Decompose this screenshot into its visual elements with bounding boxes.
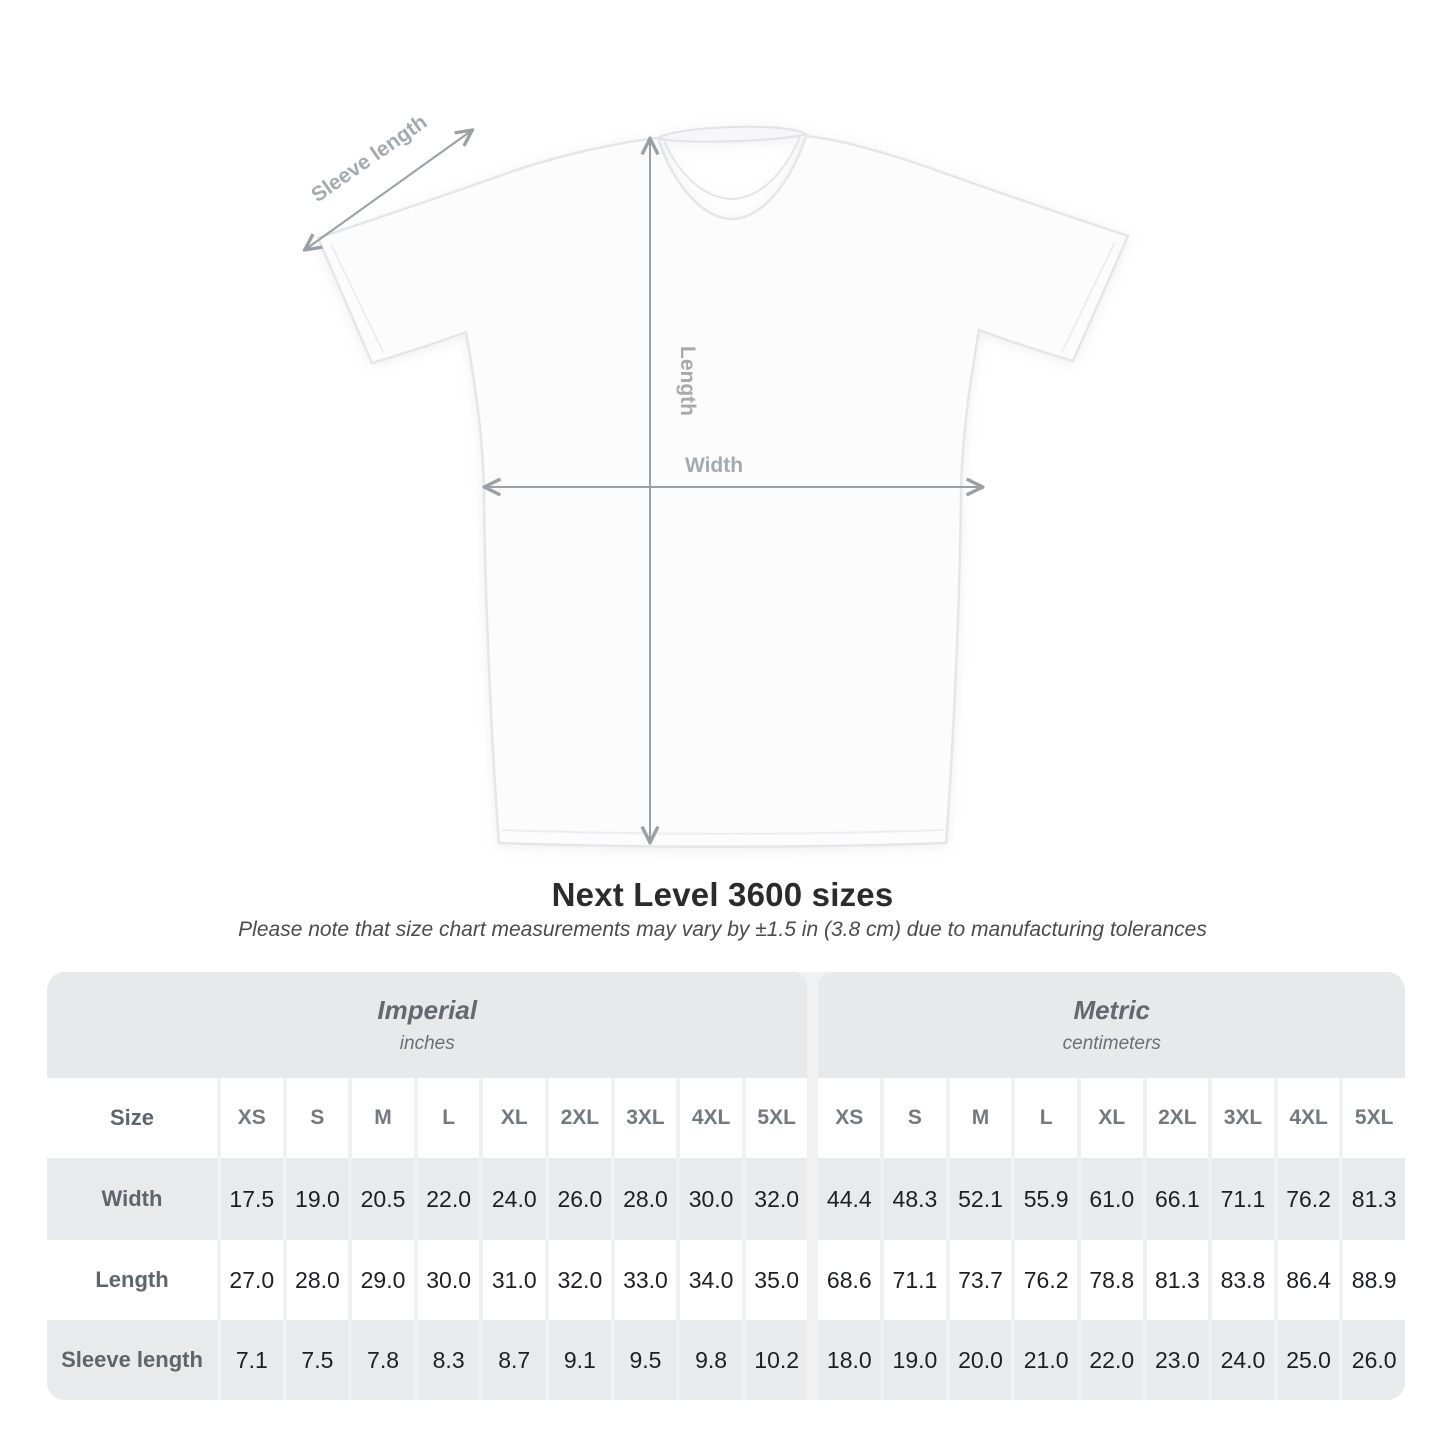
size-header-imperial: S: [287, 1078, 349, 1158]
sleeve-length-value: 18.0: [818, 1320, 880, 1400]
width-value: 66.1: [1147, 1158, 1209, 1240]
sleeve-length-value: 21.0: [1015, 1320, 1077, 1400]
size-header-imperial: XS: [221, 1078, 283, 1158]
sleeve-length-value: 20.0: [950, 1320, 1012, 1400]
sleeve-length-value: 26.0: [1343, 1320, 1405, 1400]
length-value: 88.9: [1343, 1240, 1405, 1320]
tolerance-note: Please note that size chart measurements may vary by ±1.5 in (3.8 cm) due to manufacturing tolerances: [238, 918, 1207, 941]
length-value: 71.1: [884, 1240, 946, 1320]
sleeve-length-value: 23.0: [1147, 1320, 1209, 1400]
length-value: 30.0: [418, 1240, 480, 1320]
width-value: 17.5: [221, 1158, 283, 1240]
length-value: 31.0: [483, 1240, 545, 1320]
tshirt-body-shape: [318, 136, 1128, 847]
sleeve-length-value: 19.0: [884, 1320, 946, 1400]
size-header-imperial: 5XL: [746, 1078, 808, 1158]
length-value: 32.0: [549, 1240, 611, 1320]
length-value: 68.6: [818, 1240, 880, 1320]
tshirt-back-collar: [658, 127, 806, 142]
size-header-metric: 2XL: [1147, 1078, 1209, 1158]
width-value: 52.1: [950, 1158, 1012, 1240]
size-header-metric: 5XL: [1343, 1078, 1405, 1158]
length-value: 78.8: [1081, 1240, 1143, 1320]
size-header-metric: XS: [818, 1078, 880, 1158]
row-label-sleeve-length: Sleeve length: [47, 1320, 217, 1400]
size-header-imperial: XL: [483, 1078, 545, 1158]
length-value: 86.4: [1278, 1240, 1340, 1320]
width-value: 55.9: [1015, 1158, 1077, 1240]
sleeve-length-value: 8.7: [483, 1320, 545, 1400]
size-header-metric: S: [884, 1078, 946, 1158]
imperial-band-title: Imperial: [377, 995, 478, 1025]
length-value: 73.7: [950, 1240, 1012, 1320]
length-value: 83.8: [1212, 1240, 1274, 1320]
metric-band-title: Metric: [1073, 995, 1151, 1025]
length-value: 29.0: [352, 1240, 414, 1320]
width-value: 71.1: [1212, 1158, 1274, 1240]
width-value: 24.0: [483, 1158, 545, 1240]
size-header-imperial: 4XL: [680, 1078, 742, 1158]
sleeve-length-value: 10.2: [746, 1320, 808, 1400]
width-value: 22.0: [418, 1158, 480, 1240]
length-value: 35.0: [746, 1240, 808, 1320]
width-value: 28.0: [615, 1158, 677, 1240]
size-header-metric: M: [950, 1078, 1012, 1158]
length-value: 27.0: [221, 1240, 283, 1320]
sleeve-length-label: Sleeve length: [307, 110, 432, 207]
width-value: 32.0: [746, 1158, 808, 1240]
sleeve-length-value: 8.3: [418, 1320, 480, 1400]
sleeve-length-value: 7.5: [287, 1320, 349, 1400]
imperial-band: [47, 972, 807, 1078]
width-value: 26.0: [549, 1158, 611, 1240]
size-header-metric: 3XL: [1212, 1078, 1274, 1158]
size-header-imperial: 3XL: [615, 1078, 677, 1158]
sleeve-length-value: 22.0: [1081, 1320, 1143, 1400]
row-label-width: Width: [47, 1158, 217, 1240]
size-header-metric: L: [1015, 1078, 1077, 1158]
length-value: 81.3: [1147, 1240, 1209, 1320]
width-value: 48.3: [884, 1158, 946, 1240]
width-value: 20.5: [352, 1158, 414, 1240]
sleeve-length-value: 9.5: [615, 1320, 677, 1400]
size-header-metric: XL: [1081, 1078, 1143, 1158]
page-title: Next Level 3600 sizes: [551, 876, 894, 913]
size-table: [47, 972, 1405, 1400]
width-value: 19.0: [287, 1158, 349, 1240]
width-value: 61.0: [1081, 1158, 1143, 1240]
size-header-metric: 4XL: [1278, 1078, 1340, 1158]
sleeve-length-value: 7.1: [221, 1320, 283, 1400]
size-header-imperial: L: [418, 1078, 480, 1158]
sleeve-length-value: 9.8: [680, 1320, 742, 1400]
size-column-header: Size: [47, 1078, 217, 1158]
width-value: 81.3: [1343, 1158, 1405, 1240]
length-value: 76.2: [1015, 1240, 1077, 1320]
width-value: 30.0: [680, 1158, 742, 1240]
sleeve-length-value: 25.0: [1278, 1320, 1340, 1400]
sleeve-length-value: 9.1: [549, 1320, 611, 1400]
size-header-imperial: M: [352, 1078, 414, 1158]
sleeve-length-value: 7.8: [352, 1320, 414, 1400]
row-label-length: Length: [47, 1240, 217, 1320]
width-value: 76.2: [1278, 1158, 1340, 1240]
metric-band-unit: centimeters: [1062, 1033, 1161, 1054]
sleeve-length-value: 24.0: [1212, 1320, 1274, 1400]
length-value: 33.0: [615, 1240, 677, 1320]
length-value: 28.0: [287, 1240, 349, 1320]
imperial-band-unit: inches: [399, 1033, 455, 1054]
length-label: Length: [676, 346, 699, 416]
metric-band: [818, 972, 1405, 1078]
width-value: 44.4: [818, 1158, 880, 1240]
width-label: Width: [684, 454, 744, 477]
length-value: 34.0: [680, 1240, 742, 1320]
size-header-imperial: 2XL: [549, 1078, 611, 1158]
